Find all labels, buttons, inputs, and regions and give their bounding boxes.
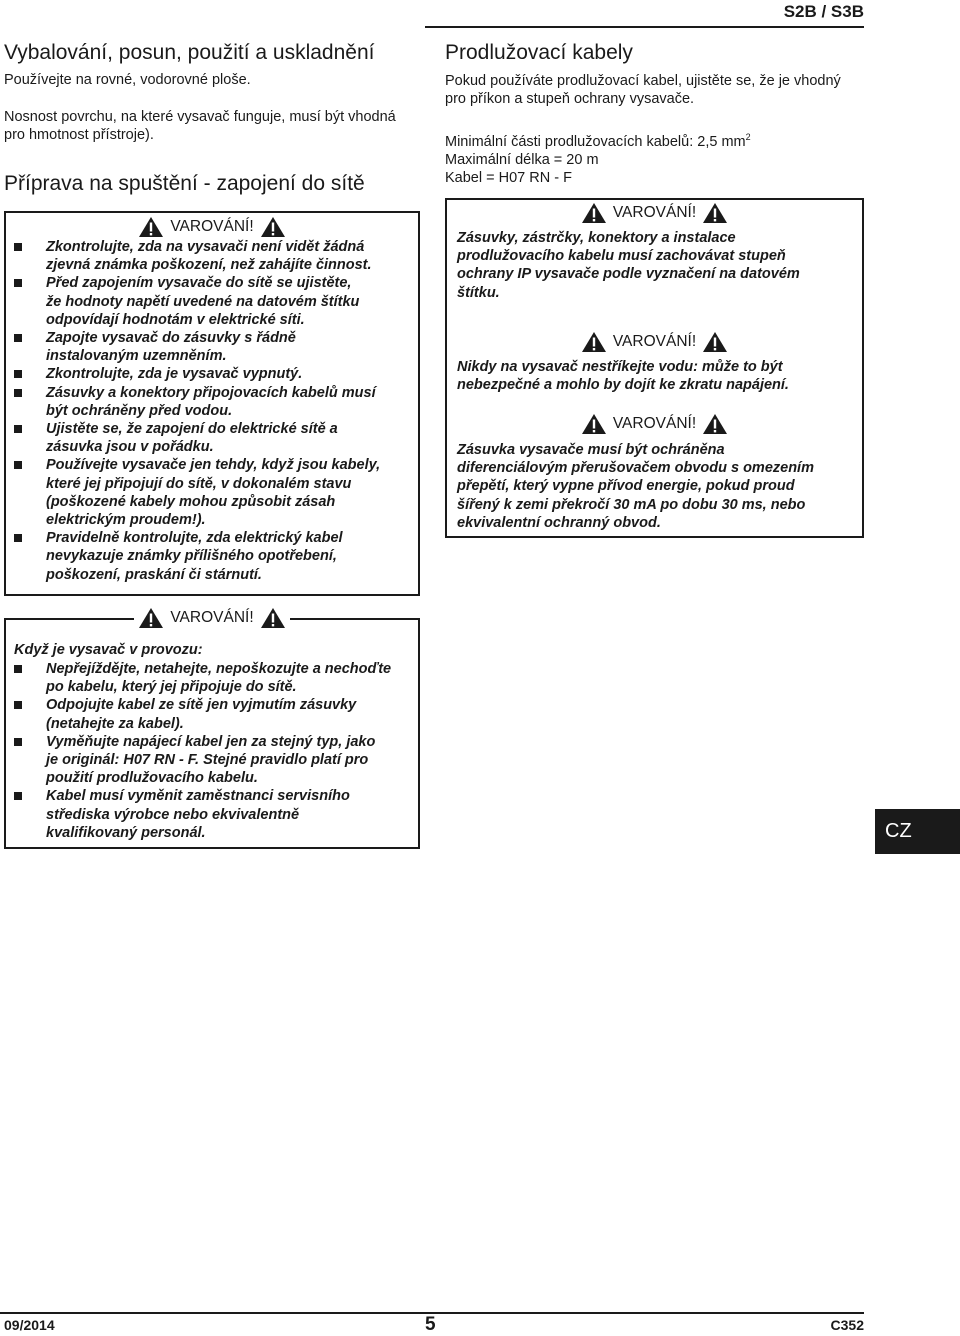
text-line: Nepřejíždějte, netahejte, nepoškozujte a nechoďte (46, 661, 392, 677)
square-bullet-icon (14, 370, 22, 378)
square-bullet-icon (14, 701, 22, 709)
text-line: poškození, praskání či stárnutí. (46, 566, 262, 583)
list-item (12, 787, 414, 842)
text-line: Zkontrolujte, zda na vysavači není vidět žádná (46, 239, 365, 255)
text-line: pro příkon a stupeň ochrany vysavače. (445, 91, 695, 107)
square-bullet-icon (14, 279, 22, 287)
square-bullet-icon (14, 425, 22, 433)
warning-triangle-icon (702, 331, 728, 353)
text-line: Pravidelně kontrolujte, zda elektrický kabel (46, 530, 343, 547)
footer-date: 09/2014 (4, 1317, 55, 1333)
text-line: zjevná známka poškození, než zahájíte činnost. (46, 257, 372, 274)
warning-text-ip-protection (457, 229, 800, 302)
spec-text: Minimální části prodlužovacích kabelů: 2,5 mm (445, 133, 746, 150)
warning-text-no-water (457, 358, 789, 394)
text-line: Pokud používáte prodlužovací kabel, ujistěte se, že je vhodný (445, 73, 841, 89)
warning-heading (6, 607, 418, 629)
warning-label: VAROVÁNÍ! (170, 218, 254, 235)
text-line: zásuvka jsou v pořádku. (46, 439, 214, 456)
spec-superscript: 2 (745, 132, 751, 142)
square-bullet-icon (14, 389, 22, 397)
square-bullet-icon (14, 534, 22, 542)
text-line: odpovídají hodnotám v elektrické síti. (46, 311, 305, 328)
text-line: nevykazuje známky přílišného opotřebení, (46, 548, 337, 565)
square-bullet-icon (14, 243, 22, 251)
text-line: Zásuvky, zástrčky, konektory a instalace (457, 230, 736, 246)
warning-heading (447, 413, 862, 435)
square-bullet-icon (14, 461, 22, 469)
warning-label: VAROVÁNÍ! (612, 415, 697, 432)
text-line: prodlužovacího kabelu musí zachovávat stupeň (457, 248, 786, 265)
text-line: Nikdy na vysavač nestříkejte vodu: může to být (457, 359, 783, 375)
footer-code: C352 (830, 1317, 864, 1333)
operation-intro: Když je vysavač v provozu: (14, 642, 203, 658)
text-line: Zapojte vysavač do zásuvky s řádně (46, 330, 296, 347)
square-bullet-icon (14, 665, 22, 673)
text-line: Používejte vysavače jen tehdy, když jsou kabely, (46, 457, 381, 474)
list-item (12, 529, 414, 584)
warning-triangle-icon (581, 331, 607, 353)
warning-triangle-icon (260, 216, 286, 238)
language-tab: CZ (875, 809, 960, 854)
text-line: ochrany IP vysavače podle vyznačení na datovém (457, 266, 800, 283)
text-line: Zásuvka vysavače musí být ochráněna (457, 442, 725, 458)
spec-max-length: Maximální délka = 20 m (445, 151, 599, 168)
paragraph-surface: Používejte na rovné, vodorovné ploše. (4, 72, 251, 88)
section-title-preparation: Příprava na spuštění - zapojení do sítě (4, 172, 365, 195)
warning-label: VAROVÁNÍ! (170, 609, 254, 626)
warning-label: VAROVÁNÍ! (612, 204, 697, 221)
text-line: Před zapojením vysavače do sítě se ujistěte, (46, 275, 352, 292)
warning-heading (447, 202, 862, 224)
spec-min-section (445, 128, 751, 151)
text-line: šířený k zemi překročí 30 mA po dobu 30 ms, nebo (457, 496, 806, 513)
text-line: které jej připojují do sítě, v dokonalém stavu (46, 475, 352, 492)
text-line: že hodnoty napětí uvedené na datovém štítku (46, 293, 360, 310)
list-item (12, 696, 414, 732)
warning-triangle-icon (581, 413, 607, 435)
cable-specifications (445, 128, 751, 187)
text-line: Zásuvky a konektory připojovacích kabelů musí (46, 384, 376, 401)
spec-cable-type: Kabel = H07 RN - F (445, 169, 572, 186)
list-item (12, 329, 414, 365)
paragraph-extension-intro (445, 72, 841, 108)
text-line: Kabel musí vyměnit zaměstnanci servisního (46, 788, 350, 805)
text-line: Vyměňujte napájecí kabel jen za stejný typ, jako (46, 733, 376, 750)
list-item (12, 733, 414, 788)
text-line: štítku. (457, 284, 500, 301)
warning-heading-inner (134, 607, 289, 629)
header-rule (425, 26, 864, 28)
text-line: být ochráněny před vodou. (46, 402, 233, 419)
text-line: instalovaným uzemněním. (46, 348, 227, 365)
warning-triangle-icon (702, 413, 728, 435)
text-line: přepětí, který vypne přívod energie, pokud proud (457, 478, 795, 495)
warning-triangle-icon (581, 202, 607, 224)
text-line: použití prodlužovacího kabelu. (46, 770, 258, 787)
section-title-unpacking: Vybalování, posun, použití a uskladnění (4, 41, 375, 64)
warning-triangle-icon (138, 216, 164, 238)
warning-label: VAROVÁNÍ! (612, 333, 697, 350)
list-item (12, 456, 414, 529)
list-item (12, 365, 414, 383)
text-line: střediska výrobce nebo ekvivalentně (46, 806, 300, 823)
text-line: je originál: H07 RN - F. Stejné pravidlo platí pro (46, 752, 369, 769)
square-bullet-icon (14, 738, 22, 746)
text-line: Ujistěte se, že zapojení do elektrické sítě a (46, 421, 338, 438)
text-line: elektrickým proudem!). (46, 512, 206, 529)
text-line: nebezpečné a mohlo by dojít ke zkratu napájení. (457, 377, 789, 394)
text-line: diferenciálovým přerušovačem obvodu s omezením (457, 460, 814, 477)
text-line: Odpojujte kabel ze sítě jen vyjmutím zásuvky (46, 697, 357, 714)
page-number: 5 (425, 1314, 436, 1335)
square-bullet-icon (14, 334, 22, 342)
connection-checklist (12, 238, 414, 584)
warning-box-operation (4, 609, 420, 849)
text-line: Zkontrolujte, zda je vysavač vypnutý. (46, 366, 303, 383)
text-line: (netahejte za kabel). (46, 715, 184, 732)
list-item (12, 238, 414, 274)
warning-box-connection (4, 211, 420, 596)
warning-triangle-icon (702, 202, 728, 224)
list-item (12, 660, 414, 696)
list-item (12, 420, 414, 456)
paragraph-load-capacity (4, 108, 396, 144)
text-line: kvalifikovaný personál. (46, 824, 206, 841)
warning-box-extension (445, 198, 864, 538)
warning-triangle-icon (138, 607, 164, 629)
warning-heading (6, 216, 418, 238)
text-line: (poškozené kabely mohou způsobit zásah (46, 493, 336, 510)
text-line: ekvivalentní ochranný obvod. (457, 514, 661, 531)
warning-triangle-icon (260, 607, 286, 629)
section-title-extension-cables: Prodlužovací kabely (445, 41, 633, 64)
operation-checklist (12, 660, 414, 842)
warning-text-rcd (457, 441, 814, 532)
list-item (12, 274, 414, 329)
text-line: pro hmotnost přístroje). (4, 127, 154, 143)
text-line: Nosnost povrchu, na které vysavač funguje, musí být vhodná (4, 109, 396, 125)
model-label: S2B / S3B (783, 2, 864, 21)
list-item (12, 384, 414, 420)
square-bullet-icon (14, 792, 22, 800)
warning-heading (447, 331, 862, 353)
text-line: po kabelu, který jej připojuje do sítě. (46, 679, 297, 696)
